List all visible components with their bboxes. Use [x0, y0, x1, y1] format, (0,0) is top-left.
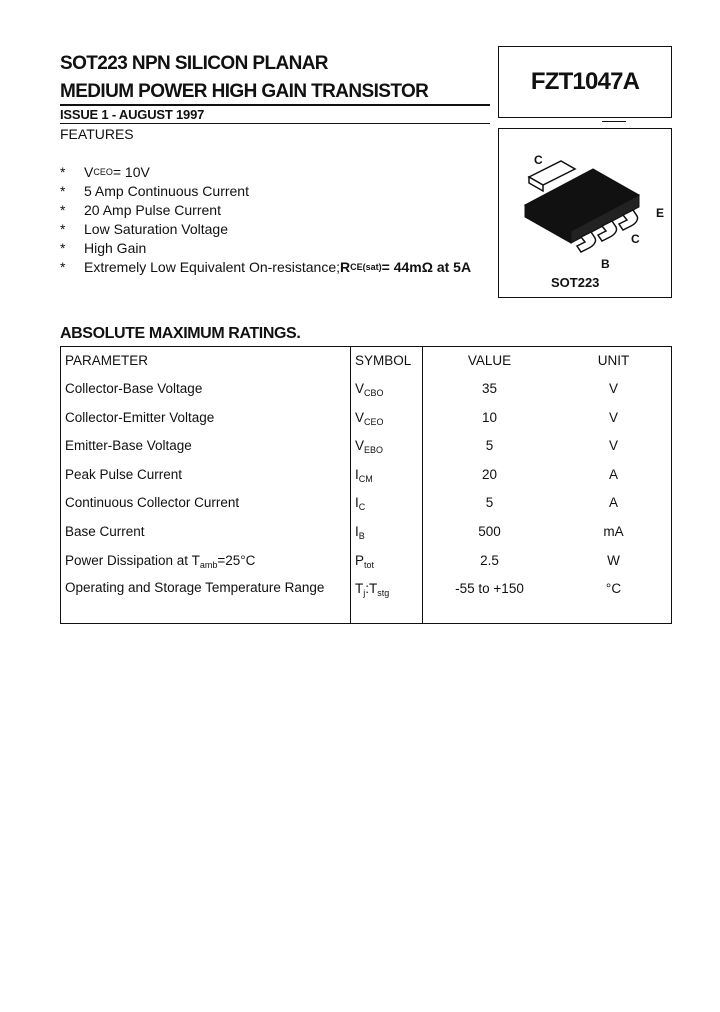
table-row [61, 404, 672, 433]
feature-item: * 5 Amp Continuous Current [60, 182, 249, 199]
parameter-cell: Continuous Collector Current [65, 495, 240, 511]
value-cell: 10 [423, 404, 557, 433]
features-heading: FEATURES [60, 126, 134, 142]
bullet: * [60, 239, 66, 256]
feature-item: * Extremely Low Equivalent On-resistance; R CE(sat) = 44mΩ at 5A [60, 258, 472, 275]
sot223-package-drawing [499, 129, 671, 297]
features-list [60, 162, 500, 276]
table-row [61, 461, 672, 490]
bullet: * [60, 163, 66, 180]
parameter-cell: Collector-Emitter Voltage [65, 409, 215, 425]
value-cell: 5 [423, 489, 557, 518]
parameter-cell: Base Current [65, 524, 145, 540]
value-cell: 2.5 [423, 547, 557, 576]
symbol-cell: $V_{CEO}$ [351, 404, 423, 433]
unit-cell: °C [605, 581, 622, 597]
table-row [61, 575, 672, 624]
unit-cell: V [608, 409, 618, 425]
table-row [61, 375, 672, 404]
symbol-cell: $P_{tot}$ [351, 547, 423, 576]
part-number: FZT1047A [530, 68, 640, 95]
unit-cell: V [608, 438, 618, 454]
value-cell: 500 [423, 518, 557, 547]
parameter-cell: Peak Pulse Current [65, 466, 183, 482]
symbol-cell: $I_C$ [351, 489, 423, 518]
ratings-heading: ABSOLUTE MAXIMUM RATINGS. [60, 325, 301, 342]
column-header-value: VALUE [423, 347, 557, 376]
title-line-2: MEDIUM POWER HIGH GAIN TRANSISTOR [60, 81, 429, 102]
symbol-cell: $I_{CM}$ [351, 461, 423, 490]
column-header-parameter: PARAMETER [65, 353, 149, 368]
unit-cell: V [608, 381, 618, 397]
parameter-cell: Operating and Storage Temperature Range [65, 580, 325, 596]
symbol-cell: $V_{CBO}$ [351, 375, 423, 404]
symbol-cell: $I_B$ [351, 518, 423, 547]
symbol-cell: $T_j:T_{stg}$ [351, 575, 423, 624]
parameter-cell: Collector-Base Voltage [65, 381, 203, 397]
value-cell: 20 [423, 461, 557, 490]
ratings-table [60, 346, 672, 624]
table-row [61, 518, 672, 547]
pin-label-collector: C [631, 232, 640, 246]
pin-label-base: B [601, 257, 610, 271]
issue-rule [60, 123, 490, 124]
feature-item: * 20 Amp Pulse Current [60, 201, 221, 218]
symbol-cell: $V_{EBO}$ [351, 432, 423, 461]
value-cell: 5 [423, 432, 557, 461]
unit-cell: A [608, 495, 618, 511]
title-rule [60, 104, 490, 106]
parameter-cell: Emitter-Base Voltage [65, 438, 192, 454]
part-number-rule [602, 121, 626, 122]
column-header-unit: UNIT [597, 353, 630, 368]
table-row [61, 547, 672, 576]
table-header-row [61, 347, 672, 376]
issue-line: ISSUE 1 - AUGUST 1997 [60, 107, 205, 122]
value-cell: 35 [423, 375, 557, 404]
package-box [498, 128, 672, 298]
package-name: SOT223 [551, 275, 600, 290]
part-number-box [498, 46, 672, 118]
unit-cell: A [608, 466, 618, 482]
feature-item: * Low Saturation Voltage [60, 220, 228, 237]
bullet: * [60, 201, 66, 218]
bullet: * [60, 258, 66, 275]
table-row [61, 432, 672, 461]
parameter-cell: Power Dissipation at $T_{amb}=25^\circ C$ [65, 552, 256, 570]
title-line-1: SOT223 NPN SILICON PLANAR [60, 53, 328, 74]
value-cell: -55 to +150 [423, 575, 557, 624]
feature-item: * V CEO = 10V [60, 163, 150, 180]
table-row [61, 489, 672, 518]
pin-label-collector-tab: C [534, 153, 543, 167]
unit-cell: mA [603, 524, 624, 540]
bullet: * [60, 220, 66, 237]
pin-label-emitter: E [656, 206, 665, 220]
column-header-symbol: SYMBOL [351, 347, 423, 376]
feature-item: * High Gain [60, 239, 147, 256]
bullet: * [60, 182, 66, 199]
unit-cell: W [607, 552, 620, 568]
